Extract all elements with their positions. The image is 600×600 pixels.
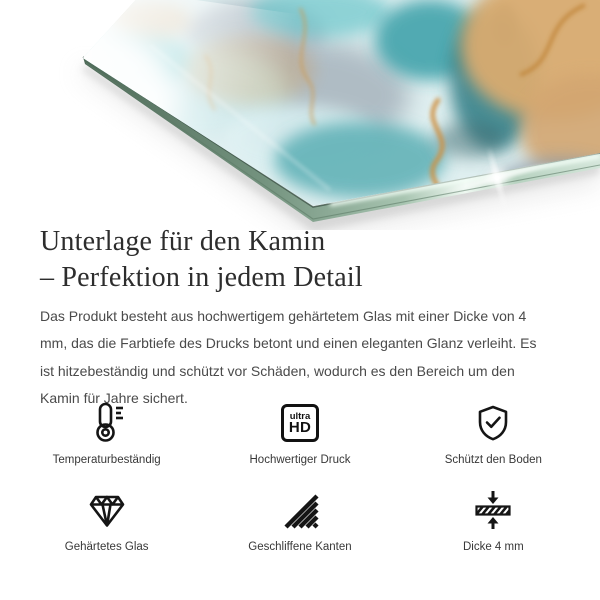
page-title bbox=[40, 224, 363, 295]
features-grid bbox=[10, 400, 590, 554]
shield-check-icon bbox=[473, 400, 513, 446]
feature-label: Hochwertiger Druck bbox=[249, 454, 351, 466]
thermometer-icon bbox=[87, 400, 127, 446]
polished-edges-icon bbox=[280, 487, 320, 533]
feature-print-quality bbox=[203, 400, 396, 467]
feature-floor-protection bbox=[397, 400, 590, 467]
feature-label: Geschliffene Kanten bbox=[248, 541, 352, 553]
feature-tempered-glass bbox=[10, 487, 203, 554]
ultra-hd-icon bbox=[281, 400, 319, 446]
feature-label: Gehärtetes Glas bbox=[64, 541, 149, 553]
page-title-line2: – Perfektion in jedem Detail bbox=[40, 261, 363, 293]
feature-label: Dicke 4 mm bbox=[462, 541, 524, 553]
hero-product-image bbox=[0, 0, 600, 230]
glass-panel-illustration bbox=[0, 0, 600, 230]
ultra-hd-icon-text-top: ultra bbox=[289, 410, 311, 422]
ultra-hd-icon-text-bottom: HD bbox=[288, 418, 312, 436]
diamond-icon bbox=[87, 487, 127, 533]
feature-thickness bbox=[397, 487, 590, 554]
page-title-line1: Unterlage für den Kamin bbox=[40, 226, 326, 257]
feature-polished-edges bbox=[203, 487, 396, 554]
thickness-icon bbox=[473, 487, 513, 533]
product-description: Das Produkt besteht aus hochwertigem gehärtetem Glas mit einer Dicke von 4 mm, das die Farbtiefe des Drucks betont und einen eleganten Glanz verleiht. Es ist hitzebeständig und schützt vor Schäden, wodurch es den Bereich um den Kamin für Jahre sichert. bbox=[40, 308, 537, 406]
feature-label: Schützt den Boden bbox=[444, 454, 542, 466]
feature-temperature bbox=[10, 400, 203, 467]
feature-label: Temperaturbeständig bbox=[52, 454, 161, 466]
